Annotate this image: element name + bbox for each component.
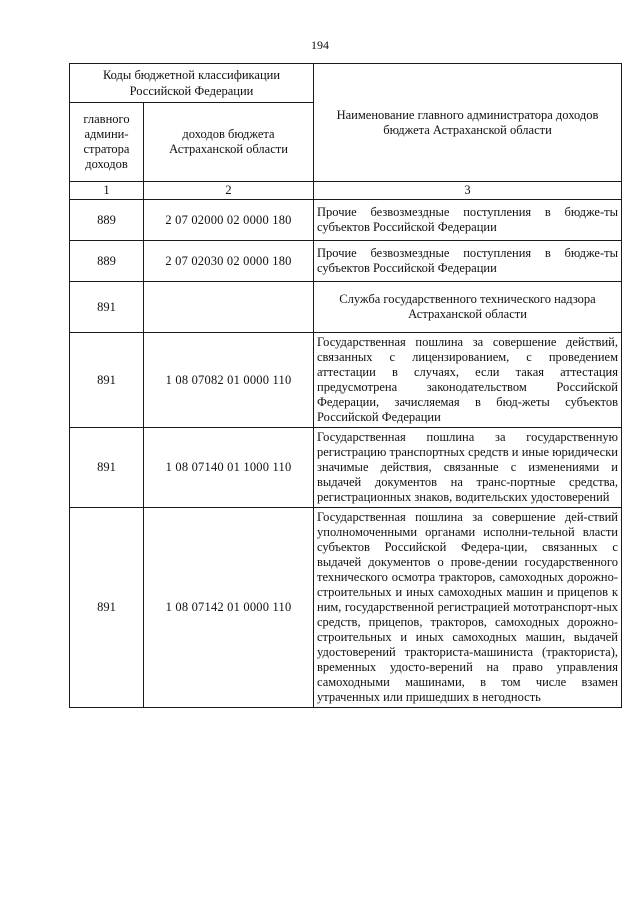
page-number: 194: [311, 38, 329, 52]
table-row: [70, 333, 622, 428]
admin-code-cell: 891: [70, 428, 144, 508]
table-row: [70, 508, 622, 708]
name-cell: Государственная пошлина за совершение действий, связанных с лицензированием, с проведением аттестации в случаях, если такая аттестация предусмотрена законодательством Российской Федерации, зачисляемая в бюд-жеты субъектов Российской Федерации: [314, 333, 622, 428]
header-row-1: [70, 64, 622, 103]
revenue-code-cell: 2 07 02030 02 0000 180: [144, 241, 314, 282]
admin-code-cell: 889: [70, 241, 144, 282]
header-admin-name: Наименование главного администратора доходов бюджета Астраханской области: [314, 64, 622, 182]
header-revenue-code: доходов бюджета Астраханской области: [144, 103, 314, 182]
table-row: [70, 200, 622, 241]
revenue-code-cell: [144, 282, 314, 333]
table-row: [70, 428, 622, 508]
name-cell: Прочие безвозмездные поступления в бюдже-ты субъектов Российской Федерации: [314, 200, 622, 241]
revenue-code-cell: 1 08 07082 01 0000 110: [144, 333, 314, 428]
table-row: [70, 282, 622, 333]
header-codes-title: Коды бюджетной классификации Российской Федерации: [70, 64, 314, 103]
column-number-3: 3: [314, 182, 622, 200]
name-cell: Прочие безвозмездные поступления в бюдже-ты субъектов Российской Федерации: [314, 241, 622, 282]
column-number-1: 1: [70, 182, 144, 200]
column-number-2: 2: [144, 182, 314, 200]
revenue-code-cell: 2 07 02000 02 0000 180: [144, 200, 314, 241]
revenue-code-cell: 1 08 07142 01 0000 110: [144, 508, 314, 708]
budget-classification-table: [69, 63, 622, 708]
table-row: [70, 241, 622, 282]
admin-code-cell: 891: [70, 508, 144, 708]
revenue-code-cell: 1 08 07140 01 1000 110: [144, 428, 314, 508]
column-number-row: [70, 182, 622, 200]
header-admin-code: главного админи-стратора доходов: [70, 103, 144, 182]
admin-code-cell: 889: [70, 200, 144, 241]
name-cell: Государственная пошлина за государственную регистрацию транспортных средств и иные юридически значимые действия, связанные с изменениями и выдачей документов на транс-портные средства, регистрационных знаков, водительских удостоверений: [314, 428, 622, 508]
admin-code-cell: 891: [70, 282, 144, 333]
name-cell: Служба государственного технического надзора Астраханской области: [314, 282, 622, 333]
name-cell: Государственная пошлина за совершение дей-ствий уполномоченными органами исполни-тельной власти субъектов Российской Федера-ции, связанных с выдачей документов о прове-дении государственного технического осмотра тракторов, самоходных дорожно-строительных и иных самоходных машин и прицепов к ним, государственной регистрацией мототранспорт-ных средств, прицепов, тракторов, самоходных дорожно-строительных и иных самоходных машин, выдачей удостоверений тракториста-машиниста (тракториста), временных удосто-верений на право управления самоходными машинами, в том числе взамен утраченных или пришедших в негодность: [314, 508, 622, 708]
admin-code-cell: 891: [70, 333, 144, 428]
